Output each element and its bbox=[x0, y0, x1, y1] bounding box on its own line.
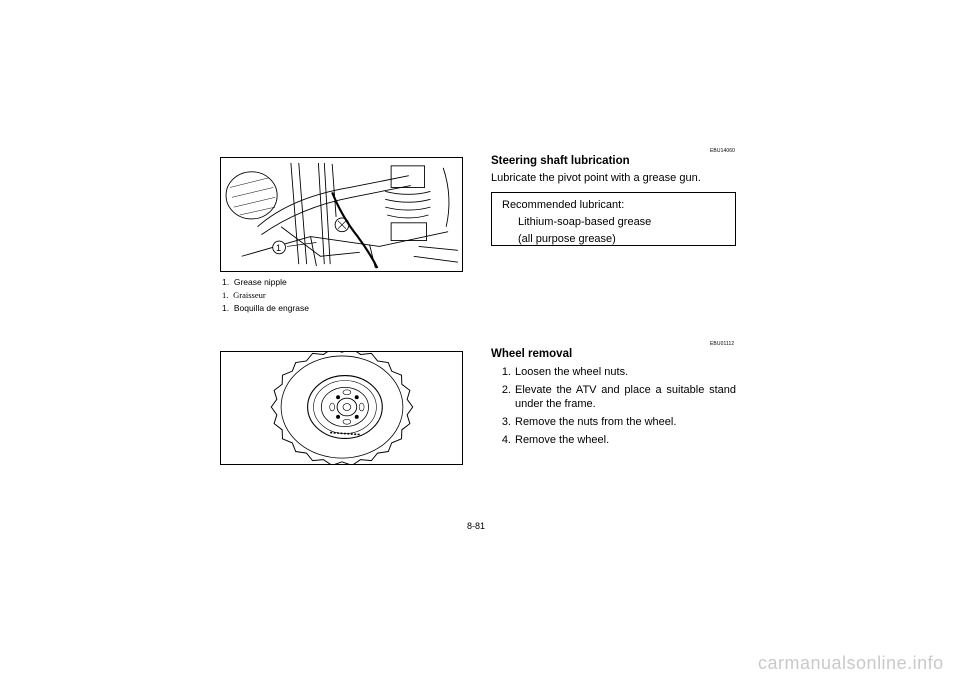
step-item: 1. Loosen the wheel nuts. bbox=[501, 366, 629, 378]
steering-shaft-illustration bbox=[221, 158, 462, 271]
step-item: 3. Remove the nuts from the wheel. bbox=[501, 416, 677, 428]
wheel-illustration bbox=[221, 352, 462, 464]
steering-shaft-text: Lubricate the pivot point with a grease gun. bbox=[491, 172, 701, 184]
section-code-wheel: EBU01112 bbox=[710, 341, 735, 347]
page-number: 8-81 bbox=[467, 521, 486, 531]
step-item: 2. Elevate the ATV and place a suitable stand under the frame. bbox=[501, 384, 736, 410]
figure1-callout-number: 1 bbox=[276, 243, 282, 253]
step-item: 4. Remove the wheel. bbox=[501, 434, 610, 446]
lubricant-label: Recommended lubricant: bbox=[502, 199, 625, 211]
wheel-figure bbox=[220, 351, 463, 465]
recommended-lubricant-box bbox=[491, 192, 736, 246]
wheel-removal-heading: Wheel removal bbox=[491, 348, 573, 360]
steering-shaft-heading: Steering shaft lubrication bbox=[491, 155, 630, 167]
grease-nipple-figure bbox=[220, 157, 463, 272]
lubricant-line-2: (all purpose grease) bbox=[518, 233, 616, 245]
watermark-text: carmanualsonline.info bbox=[758, 653, 944, 673]
lubricant-line-1: Lithium-soap-based grease bbox=[518, 216, 652, 228]
figure1-caption-3: 1. Boquilla de engrase bbox=[222, 303, 309, 313]
figure1-caption-2: 1. Graisseur bbox=[222, 290, 266, 300]
figure1-caption-1: 1. Grease nipple bbox=[222, 277, 287, 287]
section-code-steering: EBU14060 bbox=[710, 148, 735, 154]
wheel-removal-steps bbox=[491, 365, 736, 451]
